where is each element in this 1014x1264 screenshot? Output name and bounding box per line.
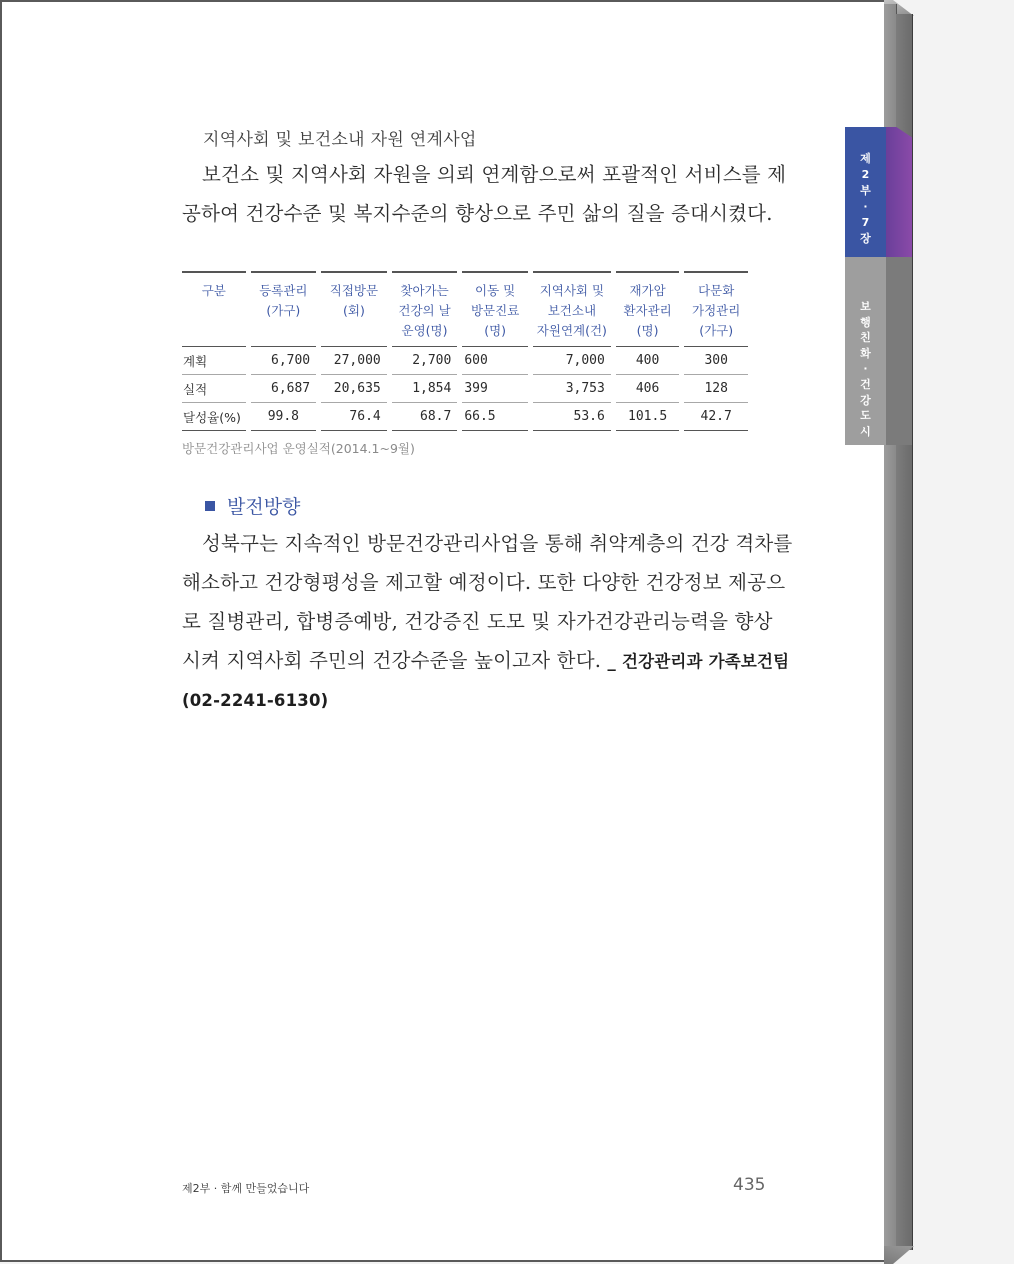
section-tab-char: 강 bbox=[860, 393, 871, 407]
table-cell: 1,854 bbox=[392, 375, 458, 403]
table-cell: 600 bbox=[462, 347, 528, 375]
table-cell: 76.4 bbox=[321, 403, 387, 431]
table-cell: 406 bbox=[616, 375, 680, 403]
table-cell: 20,635 bbox=[321, 375, 387, 403]
table-cell: 300 bbox=[684, 347, 748, 375]
section-tab-char: 화 bbox=[860, 346, 871, 360]
section-tab-char: 건 bbox=[860, 378, 871, 392]
header-line: 직접방문 bbox=[329, 283, 379, 298]
contact-phone: (02-2241-6130) bbox=[182, 691, 329, 710]
table-cell: 6,687 bbox=[251, 375, 317, 403]
header-cell-category bbox=[182, 271, 246, 347]
header-line: 환자관리 bbox=[623, 303, 672, 318]
header-cell-cancer-care bbox=[616, 271, 680, 347]
chapter-tab-edge bbox=[886, 127, 912, 257]
header-line: 등록관리 bbox=[259, 283, 308, 298]
table-cell: 99.8 bbox=[251, 403, 317, 431]
section-tab[interactable] bbox=[845, 257, 886, 445]
header-cell-resource-link bbox=[533, 271, 611, 347]
table-row bbox=[182, 347, 748, 375]
table-caption: 방문건강관리사업 운영실적(2014.1~9월) bbox=[182, 441, 415, 456]
table-cell: 68.7 bbox=[392, 403, 458, 431]
table-cell: 101.5 bbox=[616, 403, 680, 431]
paragraph-line-with-contact bbox=[182, 641, 790, 681]
section-tab-char: 친 bbox=[860, 331, 871, 345]
contact-team: _ 건강관리과 가족보건팀 bbox=[607, 652, 790, 671]
table-cell: 3,753 bbox=[533, 375, 611, 403]
header-line: (명) bbox=[484, 323, 507, 338]
section-tab-edge bbox=[886, 257, 912, 445]
table-cell: 400 bbox=[616, 347, 680, 375]
section-tab-char: 보 bbox=[860, 300, 871, 313]
header-cell-multicultural bbox=[684, 271, 748, 347]
header-line: 방문진료 bbox=[470, 303, 520, 318]
book-edge-bottom bbox=[884, 1246, 914, 1264]
table-cell: 128 bbox=[684, 375, 748, 403]
page-number: 435 bbox=[733, 1175, 766, 1195]
paragraph-line-text: 시켜 지역사회 주민의 건강수준을 높이고자 한다. bbox=[182, 649, 602, 672]
table-cell: 7,000 bbox=[533, 347, 611, 375]
table-cell: 27,000 bbox=[321, 347, 387, 375]
header-cell-registration bbox=[251, 271, 317, 347]
header-line: 가정관리 bbox=[692, 303, 741, 318]
direction-heading bbox=[205, 492, 300, 519]
performance-table bbox=[177, 271, 753, 431]
chapter-tab-char: 7 bbox=[861, 215, 870, 229]
header-line: 찾아가는 bbox=[400, 283, 449, 298]
footer-book-part: 제2부 · 함께 만들었습니다 bbox=[182, 1182, 310, 1195]
section-tab-char: · bbox=[863, 362, 868, 376]
row-label: 계획 bbox=[182, 347, 246, 375]
section-subheading: 지역사회 및 보건소내 자원 연계사업 bbox=[203, 130, 477, 150]
header-cell-mobile-care bbox=[462, 271, 528, 347]
header-line: 지역사회 및 bbox=[539, 283, 605, 298]
header-line: 자원연계(건) bbox=[536, 323, 607, 338]
square-bullet-icon bbox=[205, 501, 215, 511]
paragraph-line: 보건소 및 지역사회 자원을 의뢰 연계함으로써 포괄적인 서비스를 제 bbox=[202, 163, 787, 186]
table-cell: 53.6 bbox=[533, 403, 611, 431]
table-row bbox=[182, 375, 748, 403]
paragraph-line: 해소하고 건강형평성을 제고할 예정이다. 또한 다양한 건강정보 제공으 bbox=[182, 571, 786, 594]
section-paragraph bbox=[182, 155, 787, 233]
header-line: (가구) bbox=[266, 303, 301, 318]
paragraph-line: 로 질병관리, 합병증예방, 건강증진 도모 및 자가건강관리능력을 향상 bbox=[182, 610, 773, 633]
header-line: 이동 및 bbox=[475, 283, 516, 298]
header-line: 재가암 bbox=[629, 283, 666, 298]
row-label: 달성율(%) bbox=[182, 403, 246, 431]
header-line: 건강의 날 bbox=[398, 303, 451, 318]
table-cell: 42.7 bbox=[684, 403, 748, 431]
direction-heading-text: 발전방향 bbox=[227, 496, 301, 518]
table-cell: 66.5 bbox=[462, 403, 528, 431]
table-cell: 2,700 bbox=[392, 347, 458, 375]
paragraph-line: 공하여 건강수준 및 복지수준의 향상으로 주민 삶의 질을 증대시켰다. bbox=[182, 202, 773, 225]
header-line: (회) bbox=[343, 303, 365, 318]
table-cell: 6,700 bbox=[251, 347, 317, 375]
paragraph-line: 성북구는 지속적인 방문건강관리사업을 통해 취약계층의 건강 격차를 bbox=[202, 532, 793, 555]
table-row bbox=[182, 403, 748, 431]
row-label: 실적 bbox=[182, 375, 246, 403]
header-line: 구분 bbox=[201, 283, 226, 298]
chapter-tab-char: 제 bbox=[860, 152, 871, 165]
chapter-tab[interactable] bbox=[845, 127, 886, 257]
header-line: (명) bbox=[636, 323, 659, 338]
chapter-tab-char: · bbox=[863, 199, 868, 213]
header-line: (가구) bbox=[699, 323, 734, 338]
chapter-tab-char: 부 bbox=[860, 183, 871, 197]
header-line: 보건소내 bbox=[547, 303, 597, 318]
section-tab-char: 시 bbox=[860, 424, 871, 438]
section-tab-char: 행 bbox=[860, 315, 871, 329]
chapter-tab-char: 2 bbox=[861, 167, 870, 181]
header-cell-direct-visit bbox=[321, 271, 387, 347]
direction-paragraph bbox=[182, 524, 793, 720]
section-tab-char: 도 bbox=[860, 409, 871, 423]
chapter-tab-char: 장 bbox=[860, 231, 871, 245]
table-cell: 399 bbox=[462, 375, 528, 403]
header-line: 운영(명) bbox=[401, 323, 448, 338]
header-line: 다문화 bbox=[698, 283, 735, 298]
header-cell-health-day bbox=[392, 271, 458, 347]
table-header-row bbox=[182, 271, 748, 347]
